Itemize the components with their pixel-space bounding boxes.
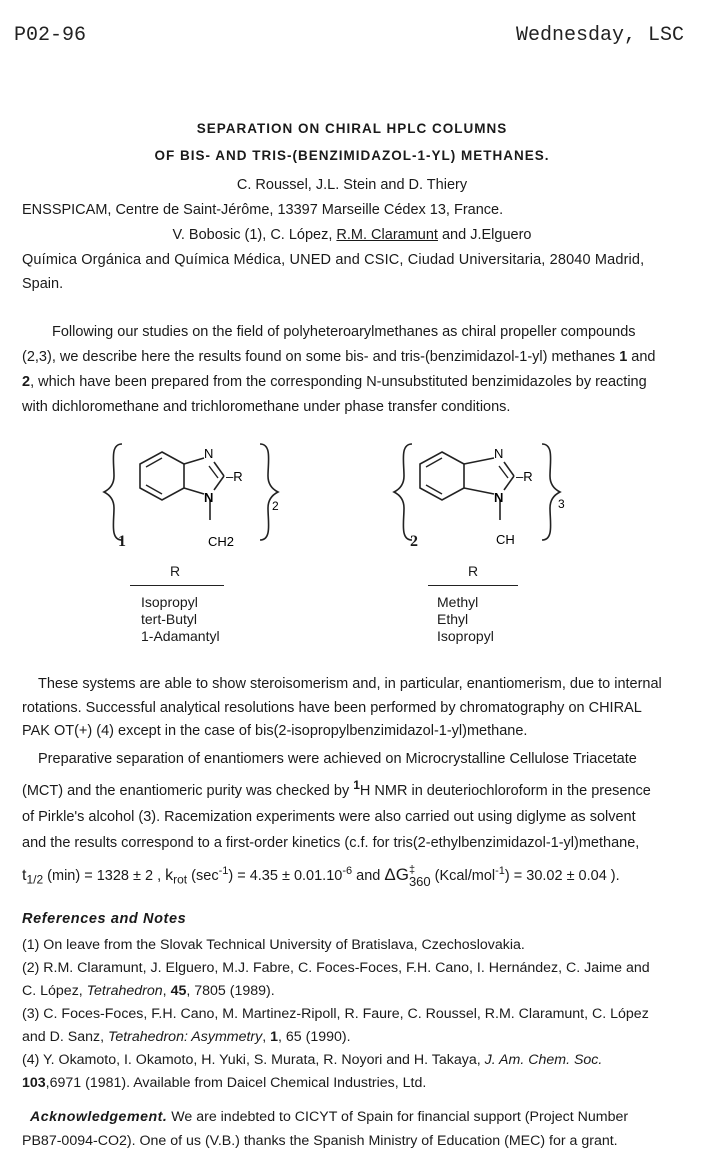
brace-right [260, 444, 278, 540]
paper-title-line2: OF BIS- AND TRIS-(BENZIMIDAZOL-1-YL) METHANES. [154, 148, 550, 163]
ack-text: We are indebted to CICYT of Spain for financial support (Project Number [167, 1109, 629, 1125]
eq-k: k [165, 866, 174, 884]
atom-n-bottom: N [204, 490, 214, 505]
intro-text: and [627, 349, 656, 365]
reference-2: (2) R.M. Claramunt, J. Elguero, M.J. Fabre, C. Foces-Foces, F.H. Cano, I. Hernández, C. Jaime and [22, 960, 650, 976]
ack-line [22, 1105, 678, 1129]
body-paragraph-1 [22, 673, 678, 744]
acknowledgement [22, 1105, 678, 1153]
eq-sup: -1 [218, 864, 229, 877]
intro-line: with dichloromethane and trichloromethane under phase transfer conditions. [22, 399, 511, 415]
list-item: Isopropyl [141, 594, 198, 610]
list-item: Isopropyl [437, 628, 494, 644]
eq-dg-sup: ‡ [408, 863, 416, 876]
body-line: PAK OT(+) (4) except in the case of bis(2-isopropylbenzimidazol-1-yl)methane. [22, 723, 528, 739]
reference-4-cont [22, 1072, 678, 1095]
eq-text: ) = 30.02 ± 0.04 ). [504, 867, 620, 884]
affiliation-2-line2: Spain. [22, 276, 64, 292]
volume-number: 103 [22, 1075, 46, 1091]
ref-text: (4) Y. Okamoto, I. Okamoto, H. Yuki, S. Murata, R. Noyori and H. Takaya, [22, 1052, 485, 1068]
eq-t: t [22, 866, 27, 884]
linker-group: CH [496, 532, 515, 547]
compound-number-1: 1 [118, 533, 126, 550]
multiplicity: 2 [272, 499, 279, 513]
authors-text: V. Bobosic (1), C. López, [172, 227, 337, 243]
eq-text: (min) = 1328 ± 2 , [43, 867, 166, 884]
ref-text: , [162, 983, 171, 999]
linker-group: CH2 [208, 534, 235, 549]
body-line: rotations. Successful analytical resolutions have been performed by chromatography on CHIRAL [22, 699, 642, 716]
volume-number: 45 [170, 983, 187, 999]
header-code: P02-96 [14, 24, 87, 47]
eq-t-sub: 1/2 [26, 872, 44, 887]
bond [184, 488, 204, 494]
brace-left [104, 444, 122, 540]
journal-name: Tetrahedron [86, 983, 163, 999]
reference-3-cont [22, 1026, 678, 1049]
body-text: H NMR in deuteriochloroform in the presence [359, 782, 651, 799]
body-line: of Pirkle's alcohol (3). Racemization experiments were also carried out using diglyme as solvent [22, 808, 636, 825]
atom-n-top: N [204, 446, 214, 461]
double-bond [209, 466, 218, 478]
ref-text: , 65 (1990). [278, 1029, 351, 1045]
ack-line: PB87-0094-CO2). One of us (V.B.) thanks the Spanish Ministry of Education (MEC) for a grant. [22, 1133, 618, 1149]
benzene-ring [140, 452, 184, 500]
ref-text: C. López, [22, 983, 87, 999]
eq-text: (Kcal/mol [430, 867, 496, 884]
eq-sup: -6 [342, 864, 353, 877]
header-session: Wednesday, LSC [515, 24, 684, 47]
kinetics-equation [22, 858, 678, 893]
volume-number: 1 [270, 1029, 279, 1045]
reference-4 [22, 1049, 678, 1072]
body-line: and the results correspond to a first-order kinetics (c.f. for tris(2-ethylbenzimidazol-1-yl)methane, [22, 834, 640, 851]
intro-text: (2,3), we describe here the results found on some bis- and tris-(benzimidazol-1-yl) methanes [22, 349, 620, 365]
body-paragraph-2 [22, 746, 678, 893]
atom-n-bottom: N [494, 490, 504, 505]
reference-3: (3) C. Foces-Foces, F.H. Cano, M. Martinez-Ripoll, R. Faure, C. Roussel, R.M. Claramunt, C. López [22, 1006, 649, 1022]
body-line: Preparative separation of enantiomers were achieved on Microcrystalline Cellulose Triacetate [38, 751, 637, 767]
brace-left [394, 444, 412, 540]
structure-1-diagram [100, 432, 310, 557]
ack-heading: Acknowledgement. [30, 1109, 168, 1125]
substituent-r: –R [516, 469, 533, 484]
ref-text: and D. Sanz, [22, 1029, 108, 1045]
table-2-rule [428, 585, 518, 586]
references-heading: References and Notes [22, 911, 187, 927]
references-list [22, 934, 678, 1095]
compound-number-2: 2 [410, 533, 418, 550]
body-line: These systems are able to show steroisomerism and, in particular, enantiomerism, due to internal [38, 676, 662, 692]
list-item: 1-Adamantyl [141, 628, 220, 644]
compound-ref-2: 2 [22, 374, 31, 390]
authors-text-end: and J.Elguero [437, 227, 532, 243]
intro-paragraph [22, 320, 678, 420]
eq-dg-sub: 360 [408, 873, 431, 889]
ref-text: , 7805 (1989). [186, 983, 275, 999]
paper-title-line1: SEPARATION ON CHIRAL HPLC COLUMNS [196, 121, 508, 136]
reference-1: (1) On leave from the Slovak Technical University of Bratislava, Czechoslovakia. [22, 937, 525, 953]
author-group-1: C. Roussel, J.L. Stein and D. Thiery [236, 177, 468, 193]
bond [464, 458, 494, 464]
journal-name: Tetrahedron: Asymmetry [107, 1029, 263, 1045]
table-1-header: R [170, 563, 181, 579]
corresponding-author: R.M. Claramunt [336, 227, 438, 243]
intro-text: , which have been prepared from the corresponding N-unsubstituted benzimidazoles by reacting [30, 374, 647, 390]
atom-n-top: N [494, 446, 504, 461]
table-2-header: R [468, 563, 479, 579]
body-text: (MCT) and the enantiomeric purity was checked by [22, 782, 354, 799]
structure-2-diagram [390, 432, 600, 557]
multiplicity: 3 [558, 497, 565, 511]
eq-text: (sec [187, 867, 219, 884]
eq-k-sub: rot [173, 872, 188, 887]
journal-name: J. Am. Chem. Soc. [484, 1052, 603, 1068]
bond [184, 458, 204, 464]
bond [464, 488, 494, 494]
intro-line [22, 345, 678, 370]
intro-line [22, 370, 678, 395]
list-item: tert-Butyl [141, 611, 198, 627]
substituent-r: –R [226, 469, 243, 484]
eq-text: ) = 4.35 ± 0.01.10 [228, 867, 343, 884]
nmr-isotope: 1 [353, 778, 360, 792]
benzene-ring [420, 452, 464, 500]
body-line [22, 772, 678, 804]
intro-line: Following our studies on the field of polyheteroarylmethanes as chiral propeller compounds [52, 324, 636, 340]
ref-text: ,6971 (1981). Available from Daicel Chemical Industries, Ltd. [45, 1075, 427, 1091]
double-bond [499, 466, 508, 478]
list-item: Methyl [437, 594, 479, 610]
eq-dg-scripts [409, 865, 431, 887]
compound-ref-1: 1 [619, 349, 628, 365]
list-item: Ethyl [437, 611, 469, 627]
table-1-rule [130, 585, 224, 586]
author-group-2 [0, 227, 704, 243]
ref-text: , [262, 1029, 271, 1045]
eq-text: and [352, 867, 385, 884]
table-1-list [141, 594, 220, 645]
affiliation-2-line1: Química Orgánica and Química Médica, UNED and CSIC, Ciudad Universitaria, 28040 Madrid, [22, 252, 645, 268]
table-2-list [437, 594, 494, 645]
bond [504, 476, 514, 490]
bond [214, 476, 224, 490]
reference-2-cont [22, 980, 678, 1003]
brace-right [542, 444, 560, 540]
eq-delta-g: ΔG [384, 864, 409, 884]
affiliation-1: ENSSPICAM, Centre de Saint-Jérôme, 13397 Marseille Cédex 13, France. [22, 202, 504, 218]
eq-sup: -1 [495, 864, 505, 877]
